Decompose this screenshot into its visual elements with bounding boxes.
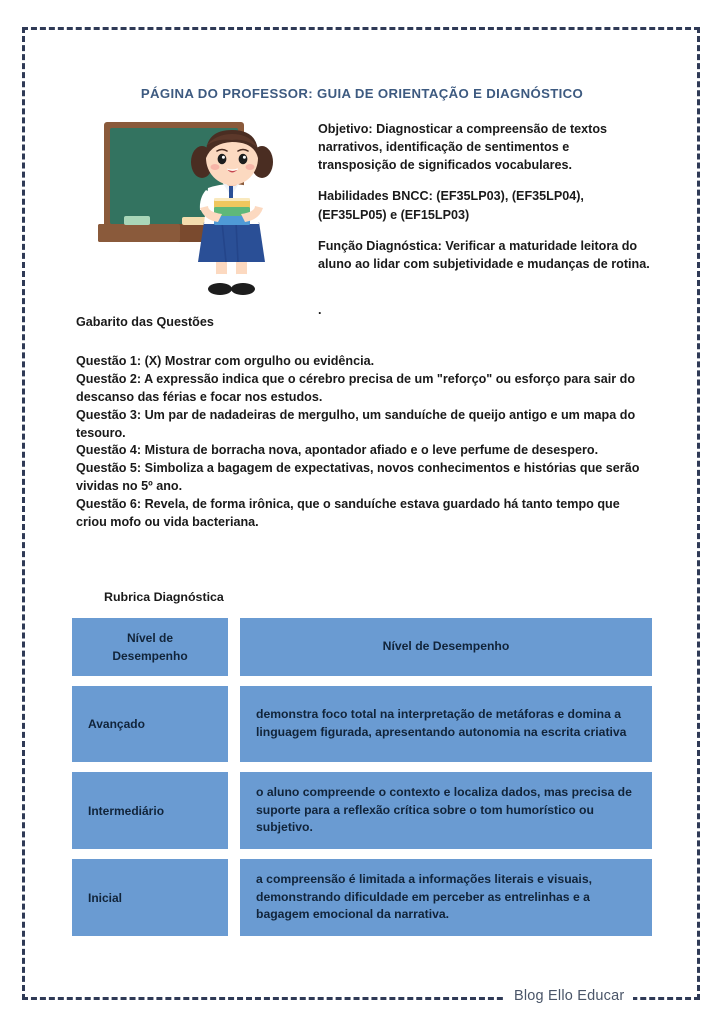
table-header-level-line2: Desempenho [112, 649, 188, 663]
girl-student-icon [191, 130, 273, 295]
answer-key-list [76, 353, 652, 532]
answer-key-heading: Gabarito das Questões [76, 315, 214, 329]
rubric-description-avancado: demonstra foco total na interpretação de metáforas e domina a linguagem figurada, apresentando autonomia na escrita criativa [240, 686, 652, 762]
objetivo-text: Objetivo: Diagnosticar a compreensão de textos narrativos, identificação de sentimentos e transposição de significados vocabulares. [318, 122, 608, 173]
lesson-info-block [318, 120, 650, 286]
stray-period: . [318, 303, 322, 317]
table-header-level [72, 618, 228, 676]
table-header-level-line1: Nível de [126, 631, 173, 645]
rubric-level-avancado: Avançado [72, 686, 228, 762]
rubric-table [72, 618, 652, 946]
table-row [72, 772, 652, 849]
table-row [72, 859, 652, 936]
answer-item: Questão 2: A expressão indica que o cérebro precisa de um "reforço" ou esforço para sair do descanso das férias e focar nos estudos. [76, 371, 636, 404]
table-header-description: Nível de Desempenho [240, 618, 652, 676]
footer-brand: Blog Ello Educar [505, 988, 633, 1005]
answer-item: Questão 1: (X) Mostrar com orgulho ou evidência. [76, 354, 375, 368]
rubric-description-inicial: a compreensão é limitada a informações literais e visuais, demonstrando dificuldade em perceber as entrelinhas e a bagagem emocional da narrativa. [240, 859, 652, 936]
habilidades-bncc-text: Habilidades BNCC: (EF35LP03), (EF35LP04), (EF35LP05) e (EF15LP03) [318, 189, 584, 222]
page-title: PÁGINA DO PROFESSOR: GUIA DE ORIENTAÇÃO E DIAGNÓSTICO [140, 86, 584, 101]
answer-item: Questão 3: Um par de nadadeiras de mergulho, um sanduíche de queijo antigo e um mapa do tesouro. [76, 407, 636, 440]
table-row [72, 686, 652, 762]
student-at-chalkboard-illustration [96, 116, 296, 306]
answer-item: Questão 5: Simboliza a bagagem de expectativas, novos conhecimentos e histórias que serão vividas no 5º ano. [76, 461, 640, 494]
rubric-heading: Rubrica Diagnóstica [104, 590, 224, 604]
rubric-description-intermediario: o aluno compreende o contexto e localiza dados, mas precisa de suporte para a reflexão crítica sobre o tom humorístico ou subjetivo. [240, 772, 652, 849]
table-header-row [72, 618, 652, 676]
rubric-level-intermediario: Intermediário [72, 772, 228, 849]
answer-item: Questão 6: Revela, de forma irônica, que o sanduíche estava guardado há tanto tempo que criou mofo ou vida bacteriana. [76, 497, 620, 529]
funcao-diagnostica-text: Função Diagnóstica: Verificar a maturidade leitora do aluno ao lidar com subjetividade e mudanças de rotina. [318, 238, 650, 271]
answer-item: Questão 4: Mistura de borracha nova, apontador afiado e o leve perfume de desespero. [76, 443, 599, 458]
rubric-level-inicial: Inicial [72, 859, 228, 936]
